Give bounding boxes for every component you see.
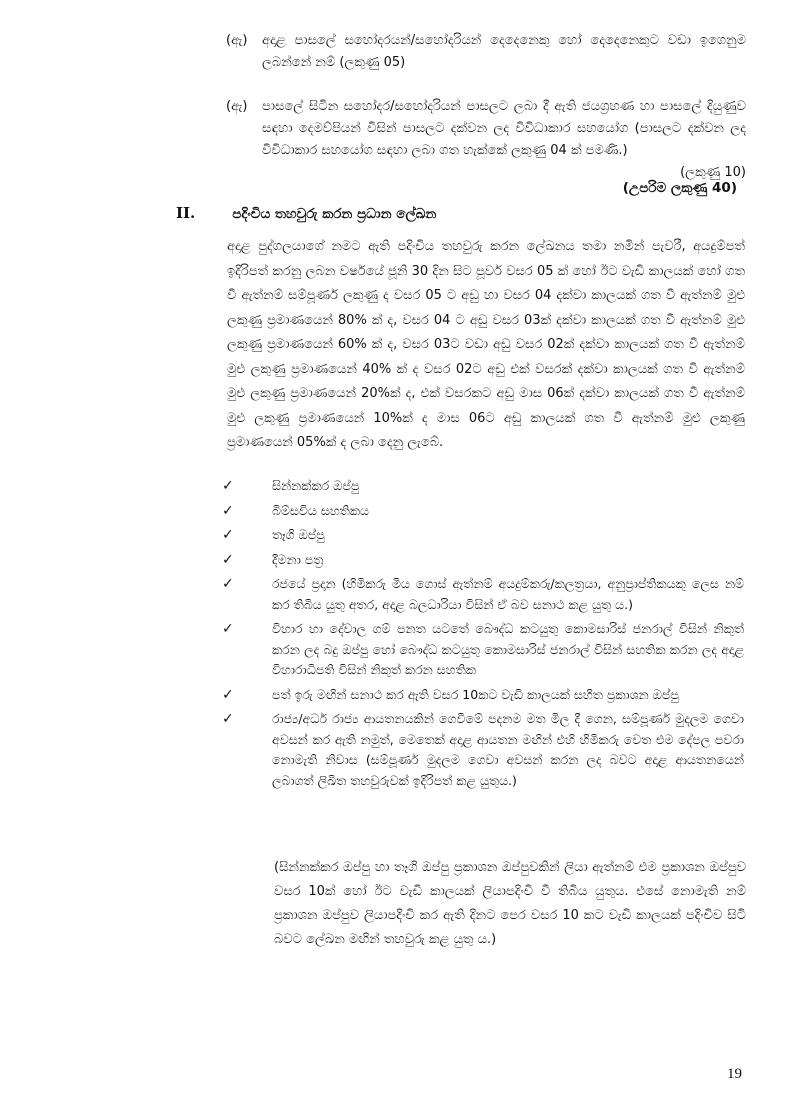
list-item — [222, 550, 744, 571]
list-item — [222, 574, 744, 615]
list-item — [222, 619, 744, 681]
checkmark-icon: ✓ — [222, 686, 234, 703]
max-marks-label: (උපරිම ලකුණු 40) — [622, 180, 737, 196]
list-item — [222, 525, 744, 546]
checkmark-icon: ✓ — [222, 502, 234, 519]
list-item-text: විහාර හා දේවාල ගම් පනත යටතේ බෞද්ධ කටයුතු කොමසාරිස් ජනරාල් විසින් නිකුත් කරන ලද බදු ඔප්පු හෝ බෞද්ධ කටයුතු කොමසාරිස් ජනරාල් විසින් සහතික කරන ලද අදාළ විහාරාධිපති විසින් නිකුත් කරන සහතික — [272, 621, 744, 677]
clause-sibling-count — [226, 30, 746, 74]
list-item-text: තෑගි ඔප්පු — [272, 527, 325, 542]
list-item-text: රාජ්‍ය/අර්ධ රාජ්‍ය ආයතනයකින් ගෙවීමේ පදනම මත මිල දී ගෙන, සම්පූර්ණ මුදලම ගෙවා අවසන් කර ඇති නමුත්, මෙතෙක් අදාළ ආයතන මඟින් එහි හිමිකරු වෙත එම දේපල පවරා නොමැති නිවාස (සම්පූර්ණ මුදලම ගෙවා අවසන් කරන ලද බවට අදාළ ආයතනයෙන් ලබාගත් ලිඛිත තහවුරුවක් ඉදිරිපත් කළ යුතුය.) — [272, 711, 744, 788]
document-checklist — [222, 476, 744, 795]
section-heading — [176, 204, 436, 222]
list-item — [222, 476, 744, 497]
list-item-text: සින්නක්කර ඔප්පු — [272, 478, 360, 493]
list-item-text: පත් ඉරු මඟින් සනාථ කර ඇති වසර 10කට වැඩි කාලයක් සහිත ප්‍රකාශන ඔප්පු — [272, 686, 679, 702]
checkmark-icon: ✓ — [222, 527, 234, 543]
list-item-text: රජයේ ප්‍රදාන (හිමිකරු මිය ගොස් ඇත්නම් අයදුම්කරු/කලත්‍රයා, අනුප්‍රාප්තිකයකු ලෙස නම් කර තිබිය යුතු අතර, අදාළ බලධාරියා විසින් ඒ බව සනාථ කළ යුතු ය.) — [272, 576, 744, 612]
deed-registration-note: (සින්නක්කර ඔප්පු හා තෑගි ඔප්පු ප්‍රකාශන ඔප්පුවකින් ලියා ඇත්නම් එම ප්‍රකාශන ඔප්පුව වසර 10ක් හෝ ඊට වැඩි කාලයක් ලියාපදිංචි වී තිබිය යුතුය. එසේ නොමැති නම් ප්‍රකාශන ඔප්පුව ලියාපදිංචි කර ඇති දිනට පෙර වසර 10 කට වැඩි කාලයක් පදිංචිව සිටි බවට ලේඛන මඟින් තහවුරු කළ යුතු ය.) — [274, 860, 746, 947]
residence-marks-paragraph: අදාළ පුද්ගලයාගේ නමට ඇති පදිංචිය තහවුරු කරන ලේඛනය තමා නමින් පැවරී, අයදුම්පත් ඉදිරිපත් කරනු ලබන වර්ෂයේ ජූනි 30 දින සිට පූර්ව වසර 05 ක් හෝ ඊට වැඩි කාලයක් හෝ ගත වී ඇත්නම් සම්පූර්ණ ලකුණු ද වසර 05 ට අඩු හා වසර 04 දක්වා කාලයක් ගත වී ඇත්නම් මුළු ලකුණු ප්‍රමාණයෙන් 80% ක් ද, වසර 04 ට අඩු වසර 03ක් දක්වා කාලයක් ගත වී ඇත්නම් මුළු ලකුණු ප්‍රමාණයෙන් 60% ක් ද, වසර 03ට වඩා අඩු වසර 02ක් දක්වා කාලයක් ගත වී ඇත්නම් මුළු ලකුණු ප්‍රමාණයෙන් 40% ක් ද වසර 02ට අඩු එක් වසරක් දක්වා කාලයක් ගත වී ඇත්නම් මුළු ලකුණු ප්‍රමාණයෙන් 20%ක් ද, එක් වසරකට අඩු මාස 06ක් දක්වා කාලයක් ගත වී ඇත්නම් මුළු ලකුණු ප්‍රමාණයෙන් 10%ක් ද මාස 06ට අඩු කාලයක් ගත වී ඇත්නම් මුළු ලකුණු ප්‍රමාණයෙන් 05%ක් ද ලබා දෙනු ලැබේ. — [227, 239, 745, 450]
clause-marker: (ඇ) — [226, 33, 248, 48]
clause-sibling-contribution — [226, 96, 746, 184]
section-title: පදිංචිය තහවුරු කරන ප්‍රධාන ලේඛන — [232, 206, 437, 222]
clause-text: අදාළ පාසලේ සහෝදරයන්/සහෝදරියන් දෙදෙනෙකු හෝ දෙදෙනෙකුට වඩා ඉගෙනුම ලබන්නේ නම් (ලකුණු 05) — [262, 33, 746, 70]
clause-body: පාසලේ සිටින සහෝදර/සහෝදරියන් පාසලට ලබා දී ඇති ජයග්‍රහණ හා පාසලේ දියුණුව සඳහා දෙමව්පියන් විසින් පාසලට දක්වන ලද විවිධාකාර සහයෝග (පාසලට දක්වන ලද විවිධාකාර සහයෝග සඳහා ලබා ගත හැක්කේ ලකුණු 04 ක් පමණි.) — [262, 99, 746, 158]
checkmark-icon: ✓ — [222, 551, 234, 568]
page-number: 19 — [727, 1066, 742, 1082]
checkmark-icon: ✓ — [222, 711, 234, 727]
list-item — [222, 501, 744, 522]
checkmark-icon: ✓ — [222, 621, 234, 637]
clause-marker: (ඇ) — [226, 99, 248, 114]
checkmark-icon: ✓ — [222, 576, 234, 592]
clause-text — [262, 96, 746, 184]
list-item-text: බිම්සවිය සහතිකය — [272, 502, 369, 518]
list-item-text: දීමනා පත්‍ර — [272, 551, 324, 567]
clause-marks: (ලකුණු 10) — [680, 165, 746, 180]
list-item — [222, 709, 744, 791]
checkmark-icon: ✓ — [222, 478, 234, 494]
section-number: II. — [176, 204, 196, 222]
list-item — [222, 685, 744, 706]
